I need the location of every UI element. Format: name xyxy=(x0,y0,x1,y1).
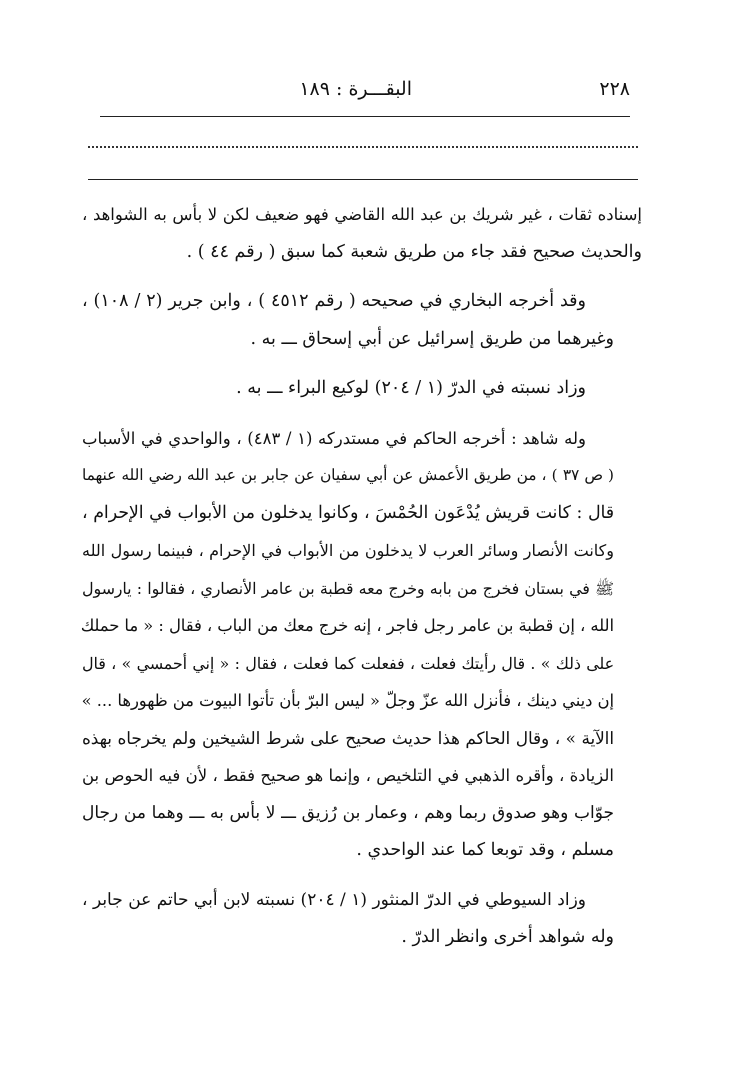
text-line: جوّاب وهو صدوق ربما وهم ، وعمار بن رُزيق ـــ لا بأس به ـــ وهما من رجال xyxy=(82,802,614,823)
text-line: على ذلك » . قال رأيتك فعلت ، ففعلت كما فعلت ، فقال : « إني أحمسي » ، قال xyxy=(82,653,614,673)
text-line: وله شاهد : أخرجه الحاكم في مستدركه (١ / ٤٨٣) ، والواحدي في الأسباب xyxy=(82,428,586,448)
text-line: قال : كانت قريش يُدْعَون الحُمْسَ ، وكانوا يدخلون من الأبواب في الإحرام ، xyxy=(82,502,614,523)
dotted-separator xyxy=(88,146,638,164)
text-line: ﷺ في بستان فخرج من بابه وخرج معه قطبة بن عامر الأنصاري ، فقالوا : يارسول xyxy=(82,578,614,598)
footnote-rule xyxy=(88,179,638,180)
text-line: وقد أخرجه البخاري في صحيحه ( رقم ٤٥١٢ ) ، وابن جرير (٢ / ١٠٨) ، xyxy=(82,291,586,311)
text-line: وكانت الأنصار وسائر العرب لا يدخلون من الأبواب في الإحرام ، فبينما رسول الله xyxy=(82,541,614,560)
text-line: والحديث صحيح فقد جاء من طريق شعبة كما سبق ( رقم ٤٤ ) . xyxy=(186,241,642,262)
text-line: االآية » ، وقال الحاكم هذا حديث صحيح على شرط الشيخين ولم يخرجاه بهذه xyxy=(82,727,614,748)
running-title: البقـــرة : ١٨٩ xyxy=(299,78,412,100)
paragraph xyxy=(82,420,642,870)
text-line: إسناده ثقات ، غير شريك بن عبد الله القاضي فهو ضعيف لكن لا بأس به الشواهد ، xyxy=(82,205,642,224)
text-line: وزاد نسبته في الدرّ (١ / ٢٠٤) لوكيع البراء ـــ به . xyxy=(236,378,586,398)
page-header xyxy=(100,78,630,108)
paragraph xyxy=(82,882,642,957)
paragraph xyxy=(82,370,642,408)
text-line: وغيرهما من طريق إسرائيل عن أبي إسحاق ـــ به . xyxy=(250,328,614,349)
text-line: وزاد السيوطي في الدرّ المنثور (١ / ٢٠٤) نسبته لابن أبي حاتم عن جابر ، xyxy=(82,889,586,910)
text-line: إن ديني دينك ، فأنزل الله عزّ وجلّ « ليس البرّ بأن تأتوا البيوت من ظهورها ... » xyxy=(81,691,614,710)
text-line: وله شواهد أخرى وانظر الدرّ . xyxy=(401,927,614,947)
text-line: الزيادة ، وأقره الذهبي في التلخيص ، وإنما هو صحيح فقط ، لأن فيه الحوص بن xyxy=(82,766,614,785)
page-number: ٢٢٨ xyxy=(599,78,630,100)
header-rule xyxy=(100,116,630,117)
text-line: مسلم ، وقد توبعا كما عند الواحدي . xyxy=(356,840,614,860)
text-line: ( ص ٣٧ ) ، من طريق الأعمش عن أبي سفيان عن جابر بن عبد الله رضي الله عنهما xyxy=(82,466,614,484)
footnote-text xyxy=(82,196,642,969)
paragraph xyxy=(82,196,642,271)
paragraph xyxy=(82,283,642,358)
text-line: الله ، إن قطبة بن عامر رجل فاجر ، إنه خرج معك من الباب ، فقال : « ما حملك xyxy=(80,616,614,635)
